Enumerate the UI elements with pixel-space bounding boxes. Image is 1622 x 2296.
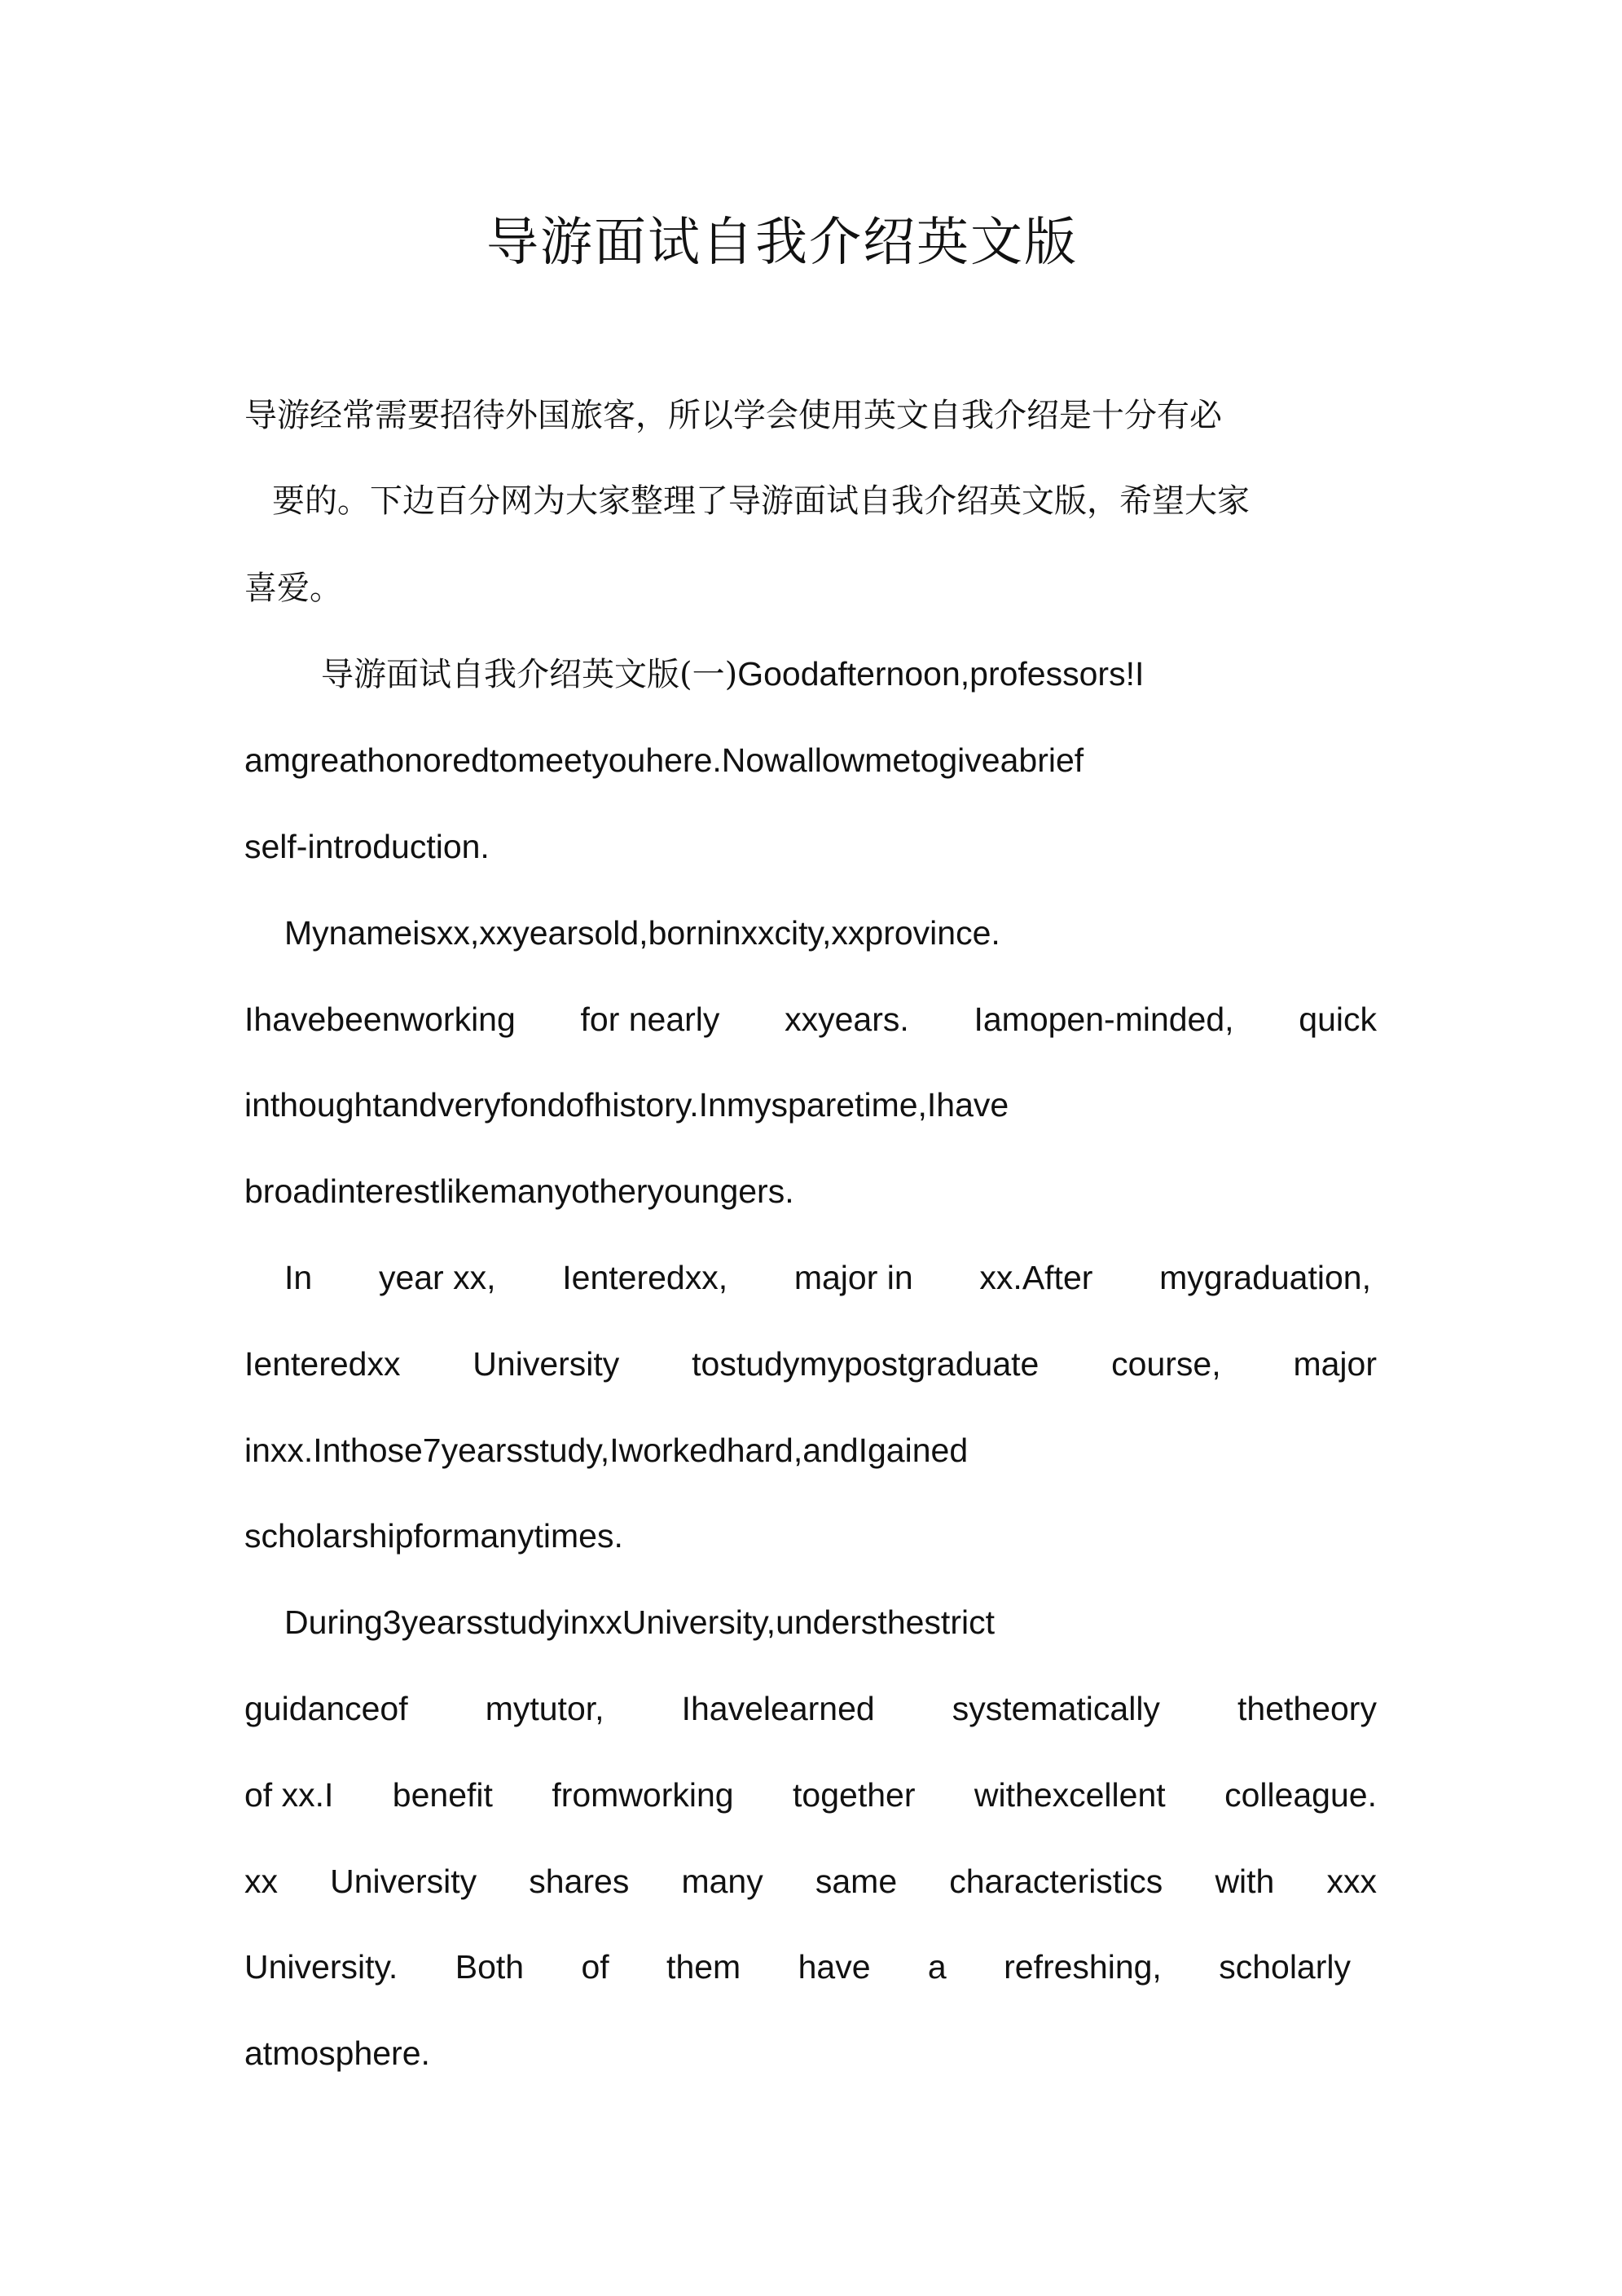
word: University (473, 1345, 620, 1383)
body-line-justified (244, 995, 1377, 1044)
word: benefit (392, 1776, 493, 1814)
body-line-justified (284, 1253, 1371, 1302)
word: together (793, 1776, 916, 1814)
word: University (330, 1863, 477, 1900)
word: same (815, 1863, 898, 1900)
body-line: atmosphere. (244, 2034, 430, 2072)
word: colleague. (1224, 1776, 1377, 1814)
word: Both (455, 1948, 525, 1986)
body-line-justified (244, 1770, 1377, 1819)
word: them (666, 1948, 741, 1986)
word: characteristics (949, 1863, 1163, 1900)
word: quick (1299, 1001, 1377, 1038)
word: thetheory (1237, 1690, 1377, 1727)
greeting-text: Goodafternoon,professors!I (737, 655, 1145, 693)
word: many (681, 1863, 763, 1900)
word: with (1215, 1863, 1275, 1900)
body-line-justified (244, 1339, 1377, 1388)
document-title: 导游面试自我介绍英文版 (486, 213, 1078, 273)
word: In (284, 1259, 313, 1296)
word: course, (1111, 1345, 1221, 1383)
word: xx (244, 1863, 278, 1900)
word: Ienteredxx, (562, 1259, 728, 1296)
body-line: scholarshipformanytimes. (244, 1517, 623, 1555)
word: Ihavelearned (681, 1690, 875, 1727)
word: for nearly (580, 1001, 720, 1038)
section-heading-line (321, 649, 1453, 699)
word: of (581, 1948, 609, 1986)
word: year xx, (378, 1259, 496, 1296)
body-line: broadinterestlikemanyotheryoungers. (244, 1172, 794, 1210)
body-line: self-introduction. (244, 828, 490, 865)
word: of xx.I (244, 1776, 334, 1814)
word: have (798, 1948, 871, 1986)
word: withexcellent (974, 1776, 1166, 1814)
word: refreshing, (1004, 1948, 1162, 1986)
word: Iamopen-minded, (974, 1001, 1234, 1038)
word: xxx (1326, 1863, 1377, 1900)
word: a (927, 1948, 947, 1986)
word: xxyears. (785, 1001, 909, 1038)
intro-line-2: 要的。下边百分网为大家整理了导游面试自我介绍英文版，希望大家 (272, 482, 1250, 520)
word: scholarly (1219, 1948, 1351, 1986)
body-line: amgreathonoredtomeetyouhere.Nowallowmetogiveabrief (244, 741, 1084, 779)
word: Ihavebeenworking (244, 1001, 516, 1038)
word: guidanceof (244, 1690, 408, 1727)
word: systematically (952, 1690, 1160, 1727)
word: major (1293, 1345, 1377, 1383)
body-line-justified (244, 1942, 1351, 1991)
word: xx.After (979, 1259, 1093, 1296)
body-line: Mynameisxx,xxyearsold,borninxxcity,xxprovince. (284, 914, 1000, 952)
word: Ienteredxx (244, 1345, 401, 1383)
word: shares (529, 1863, 630, 1900)
word: mygraduation, (1159, 1259, 1371, 1296)
intro-line-3: 喜爱。 (244, 570, 342, 607)
word: University. (244, 1948, 398, 1986)
body-line-justified (244, 1684, 1377, 1733)
body-line: inthoughtandveryfondofhistory.Inmysparetime,Ihave (244, 1086, 1009, 1124)
word: mytutor, (485, 1690, 604, 1727)
intro-line-1: 导游经常需要招待外国旅客，所以学会使用英文自我介绍是十分有必 (244, 397, 1222, 434)
word: fromworking (552, 1776, 734, 1814)
word: tostudymypostgraduate (692, 1345, 1040, 1383)
body-line-justified (244, 1857, 1377, 1906)
word: major in (793, 1259, 913, 1296)
body-line: inxx.Inthose7yearsstudy,Iworkedhard,andIgained (244, 1432, 969, 1469)
section-heading: 导游面试自我介绍英文版(一) (321, 656, 738, 693)
body-line: During3yearsstudyinxxUniversity,understhestrict (284, 1603, 995, 1641)
